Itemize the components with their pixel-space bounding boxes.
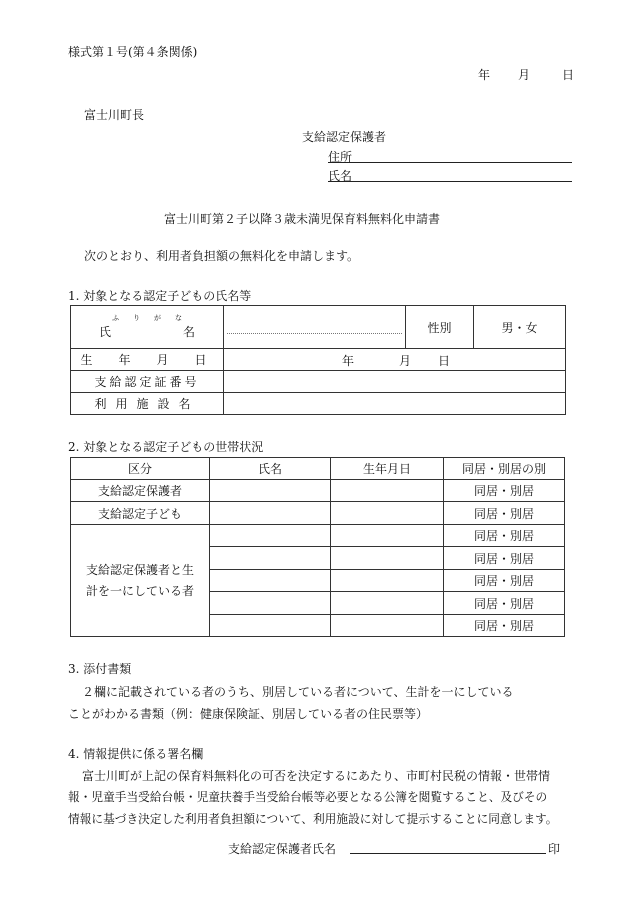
cert-number-field[interactable] bbox=[224, 371, 566, 393]
row-birthdate-field[interactable] bbox=[331, 547, 444, 570]
gender-label: 性別 bbox=[406, 306, 474, 349]
date-day-label: 日 bbox=[562, 68, 575, 82]
row-birthdate-field[interactable] bbox=[331, 615, 444, 637]
row-birthdate-field[interactable] bbox=[331, 525, 444, 547]
signature-field[interactable] bbox=[350, 853, 546, 854]
furigana-label: ふ り が な bbox=[112, 313, 182, 322]
header-residence: 同居・別居の別 bbox=[444, 458, 565, 480]
applicant-role: 支給認定保護者 bbox=[302, 130, 387, 144]
birth-year-label: 年 bbox=[342, 354, 355, 368]
row-name-field[interactable] bbox=[210, 480, 331, 502]
birth-label: 生 年 月 日 bbox=[71, 349, 224, 371]
header-birthdate: 生年月日 bbox=[331, 458, 444, 480]
row-residence-status[interactable]: 同居・別居 bbox=[444, 615, 565, 637]
row-residence-status[interactable]: 同居・別居 bbox=[444, 570, 565, 592]
seal-mark: 印 bbox=[548, 842, 561, 856]
document-title: 富士川町第２子以降３歳未満児保育料無料化申請書 bbox=[164, 212, 441, 226]
section4-line3: 情報に基づき決定した利用者負担額について、利用施設に対して提示することに同意します。 bbox=[68, 812, 558, 826]
birth-month-label: 月 bbox=[399, 354, 412, 368]
row-name-field[interactable] bbox=[210, 592, 331, 615]
birth-day-label: 日 bbox=[438, 354, 451, 368]
row-name-field[interactable] bbox=[210, 615, 331, 637]
row-residence-status[interactable]: 同居・別居 bbox=[444, 502, 565, 525]
section4-line2: 報・児童手当受給台帳・児童扶養手当受給台帳等必要となる公簿を閲覧すること、及びその bbox=[68, 790, 548, 804]
row-birthdate-field[interactable] bbox=[331, 592, 444, 615]
household-table bbox=[70, 457, 565, 637]
row-residence-status[interactable]: 同居・別居 bbox=[444, 480, 565, 502]
birth-field[interactable] bbox=[224, 349, 566, 371]
gender-value[interactable]: 男・女 bbox=[474, 306, 566, 349]
group-label-line1: 支給認定保護者と生 bbox=[85, 562, 194, 577]
row-residence-status[interactable]: 同居・別居 bbox=[444, 592, 565, 615]
row-birthdate-field[interactable] bbox=[331, 480, 444, 502]
intro-text: 次のとおり、利用者負担額の無料化を申請します。 bbox=[84, 249, 360, 263]
section1-heading: 1. 対象となる認定子どもの氏名等 bbox=[68, 289, 252, 303]
addressee: 富士川町長 bbox=[84, 108, 145, 122]
child-name-field[interactable] bbox=[224, 306, 406, 349]
row-name-field[interactable] bbox=[210, 547, 331, 570]
row-name-field[interactable] bbox=[210, 570, 331, 592]
row-category: 支給認定保護者 bbox=[71, 480, 210, 502]
date-year-label: 年 bbox=[478, 68, 491, 82]
name-label: 氏名 bbox=[328, 169, 353, 183]
row-residence-status[interactable]: 同居・別居 bbox=[444, 525, 565, 547]
header-name: 氏名 bbox=[210, 458, 331, 480]
address-field[interactable] bbox=[328, 162, 572, 163]
section3-heading: 3. 添付書類 bbox=[68, 662, 132, 676]
table-row bbox=[71, 502, 565, 525]
section3-line1: ２欄に記載されている者のうち、別居している者について、生計を一にしている bbox=[82, 685, 514, 699]
name-label-cell bbox=[71, 306, 224, 349]
facility-field[interactable] bbox=[224, 393, 566, 415]
section4-line1: 富士川町が上記の保育料無料化の可否を決定するにあたり、市町村民税の情報・世帯情 bbox=[82, 769, 551, 783]
child-info-table bbox=[70, 305, 566, 415]
section3-line2: ことがわかる書類（例：健康保険証、別居している者の住民票等） bbox=[68, 707, 429, 721]
child-name-label: 氏 名 bbox=[98, 324, 195, 339]
group-label-line2: 計を一にしている者 bbox=[85, 583, 194, 598]
cert-number-label: 支給認定証番号 bbox=[71, 371, 224, 393]
section4-heading: 4. 情報提供に係る署名欄 bbox=[68, 747, 204, 761]
form-number: 様式第１号(第４条関係) bbox=[68, 45, 198, 59]
row-name-field[interactable] bbox=[210, 525, 331, 547]
row-residence-status[interactable]: 同居・別居 bbox=[444, 547, 565, 570]
table-row bbox=[71, 525, 565, 547]
row-birthdate-field[interactable] bbox=[331, 570, 444, 592]
address-label: 住所 bbox=[328, 150, 353, 164]
table-row bbox=[71, 480, 565, 502]
row-name-field[interactable] bbox=[210, 502, 331, 525]
section2-heading: 2. 対象となる認定子どもの世帯状況 bbox=[68, 440, 264, 454]
row-category: 支給認定子ども bbox=[71, 502, 210, 525]
facility-label: 利用施設名 bbox=[71, 393, 224, 415]
furigana-field[interactable] bbox=[227, 320, 402, 334]
date-month-label: 月 bbox=[518, 68, 531, 82]
header-category: 区分 bbox=[71, 458, 210, 480]
household-group-label bbox=[71, 525, 210, 637]
signature-label: 支給認定保護者氏名 bbox=[228, 842, 337, 856]
row-birthdate-field[interactable] bbox=[331, 502, 444, 525]
name-field[interactable] bbox=[328, 181, 572, 182]
